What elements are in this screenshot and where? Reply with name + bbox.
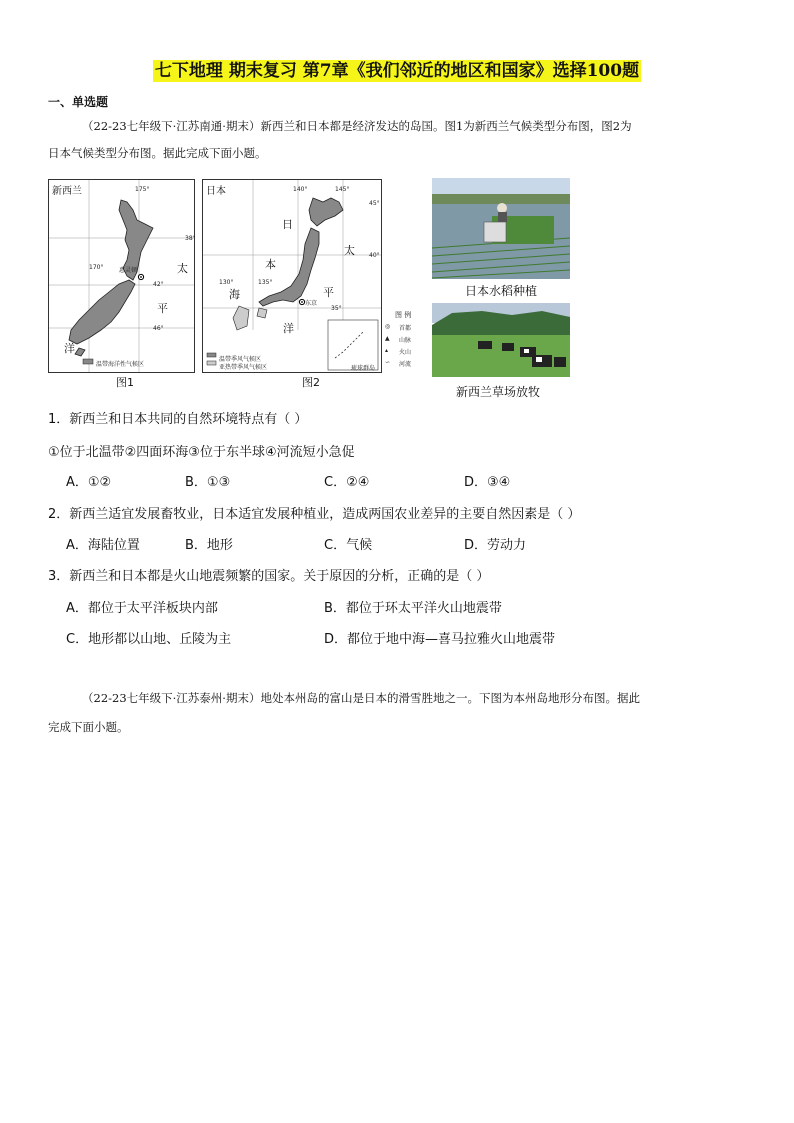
capital-icon: ◎ — [385, 323, 391, 330]
new-zealand-map — [48, 179, 195, 373]
lon-140-label: 140° — [293, 186, 308, 193]
page-title: 七下地理 期末复习 第7章《我们邻近的地区和国家》选择100题 — [154, 61, 640, 81]
label-hai: 海 — [229, 288, 240, 301]
q3-option-d[interactable]: D．都位于地中海—喜马拉雅火山地震带 — [324, 632, 556, 647]
group1-intro-line1: （22-23七年级下·江苏南通·期末）新西兰和日本都是经济发达的岛国。图1为新西兰气候类型分布图，图2为 — [82, 119, 632, 133]
q1-option-a[interactable]: A．①② — [66, 475, 112, 490]
rice-planting-photo — [432, 178, 570, 279]
legend-volcano: 火山 — [399, 349, 412, 356]
jp-climate-legend-1: 温带季风气候区 — [219, 356, 262, 363]
volcano-icon: ▴ — [385, 347, 389, 354]
jp-climate-legend-2: 亚热带季风气候区 — [219, 364, 268, 371]
q2-option-d[interactable]: D．劳动力 — [464, 538, 527, 553]
label-ben: 本 — [265, 258, 276, 271]
grazing-photo — [432, 303, 570, 377]
lon-170-label: 170° — [89, 264, 104, 271]
legend-capital: 首都 — [399, 325, 412, 332]
map2-legend — [385, 310, 429, 372]
river-icon: ∽ — [385, 359, 391, 366]
jp-ocean-char-3: 洋 — [283, 322, 294, 335]
q1-option-c[interactable]: C．②④ — [324, 475, 370, 490]
map1-name: 新西兰 — [52, 186, 82, 197]
lon-135-label: 135° — [258, 279, 273, 286]
lat-40-label: 40° — [369, 252, 380, 259]
question-1-stem: 1．新西兰和日本共同的自然环境特点有（ ） — [48, 412, 308, 427]
q3-option-b[interactable]: B．都位于环太平洋火山地震带 — [324, 601, 502, 616]
map2-name: 日本 — [206, 186, 226, 197]
section-label: 一、单选题 — [48, 95, 109, 109]
mountain-icon: ▲ — [385, 335, 390, 342]
question-2-stem: 2．新西兰适宜发展畜牧业，日本适宜发展种植业，造成两国农业差异的主要自然因素是（ ） — [48, 507, 581, 522]
lat-42-label: 42° — [153, 281, 164, 288]
japan-map — [202, 179, 382, 373]
q3-option-a[interactable]: A．都位于太平洋板块内部 — [66, 601, 218, 616]
fig2-caption: 图2 — [302, 376, 320, 389]
lon-145-label: 145° — [335, 186, 350, 193]
lat-35-label: 35° — [331, 305, 342, 312]
label-ri: 日 — [282, 218, 293, 231]
grazing-image — [432, 303, 570, 377]
q1-option-d[interactable]: D．③④ — [464, 475, 511, 490]
grazing-caption: 新西兰草场放牧 — [456, 385, 541, 399]
lat-45-label: 45° — [369, 200, 380, 207]
capital-tokyo-label: 东京 — [305, 300, 318, 307]
group1-intro-line2: 日本气候类型分布图。据此完成下面小题。 — [48, 146, 267, 160]
question-3-stem: 3．新西兰和日本都是火山地震频繁的国家。关于原因的分析，正确的是（ ） — [48, 569, 490, 584]
lat-46-label: 46° — [153, 325, 164, 332]
lon-130-label: 130° — [219, 279, 234, 286]
legend-title: 图 例 — [395, 311, 412, 319]
q1-option-b[interactable]: B．①③ — [185, 475, 231, 490]
q2-option-b[interactable]: B．地形 — [185, 538, 233, 553]
group2-intro-line2: 完成下面小题。 — [48, 720, 129, 734]
rice-planting-caption: 日本水稻种植 — [465, 284, 538, 298]
q2-option-a[interactable]: A．海陆位置 — [66, 538, 140, 553]
q3-option-c[interactable]: C．地形都以山地、丘陵为主 — [66, 632, 232, 647]
capital-wellington-label: 惠灵顿 — [119, 267, 138, 274]
jp-ocean-char-1: 太 — [344, 244, 355, 257]
lat-38-label: 38° — [185, 235, 196, 242]
ocean-char-2: 平 — [157, 302, 168, 315]
map1-legend: 温带海洋性气候区 — [96, 361, 145, 368]
legend-mountain: 山脉 — [399, 337, 412, 344]
jp-ocean-char-2: 平 — [323, 286, 334, 299]
question-1-statements: ①位于北温带②四面环海③位于东半球④河流短小急促 — [48, 445, 355, 460]
japan-outline — [203, 180, 381, 372]
lon-175-label: 175° — [135, 186, 150, 193]
q2-option-c[interactable]: C．气候 — [324, 538, 373, 553]
legend-river: 河流 — [399, 361, 412, 368]
group2-intro-line1: （22-23七年级下·江苏泰州·期末）地处本州岛的富山是日本的滑雪胜地之一。下图为本州岛地形分布图。据此 — [82, 691, 640, 705]
ryukyu-inset-label: 琉球群岛 — [351, 365, 376, 372]
fig1-caption: 图1 — [116, 376, 134, 389]
ocean-char-3: 洋 — [64, 342, 75, 355]
ocean-char-1: 太 — [177, 262, 188, 275]
rice-planting-image — [432, 178, 570, 279]
